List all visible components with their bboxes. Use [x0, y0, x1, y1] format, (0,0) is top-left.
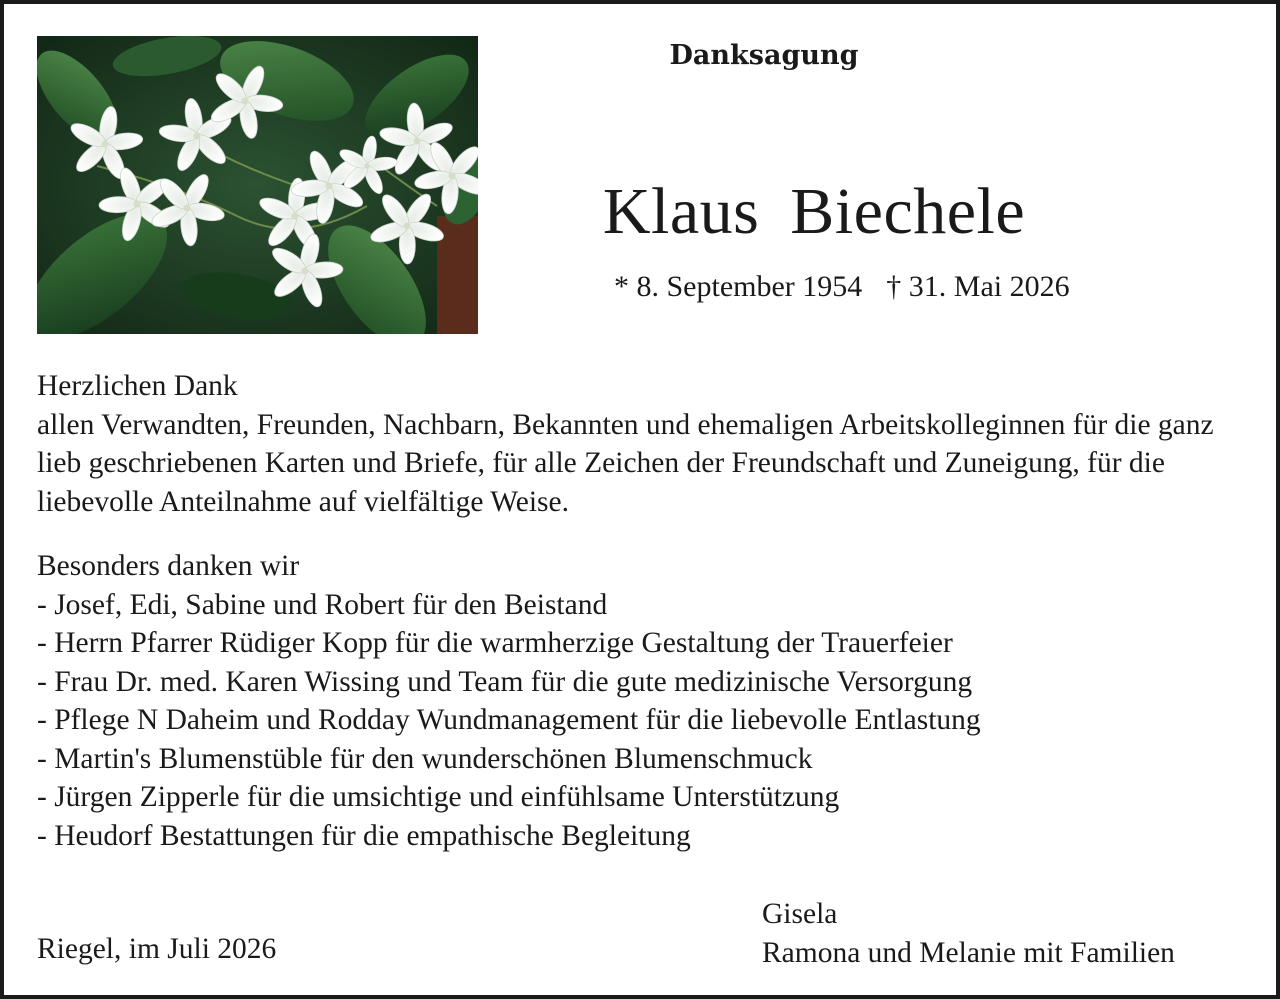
list-item: - Josef, Edi, Sabine und Robert für den Beistand: [37, 588, 608, 621]
life-dates: [614, 270, 1174, 304]
special-thanks-list: [37, 586, 1257, 856]
place-and-date: Riegel, im Juli 2026: [37, 933, 277, 965]
list-item: - Martin's Blumenstüble für den wunderschönen Blumenschmuck: [37, 742, 813, 775]
special-thanks-title: Besonders danken wir: [37, 550, 300, 582]
intro-title: Herzlichen Dank: [37, 370, 238, 402]
list-item: - Frau Dr. med. Karen Wissing und Team für die gute medizinische Versorgung: [37, 665, 973, 698]
special-thanks: [37, 547, 1257, 855]
thanks-intro: [37, 367, 1257, 521]
list-item: - Pflege N Daheim und Rodday Wundmanagement für die liebevolle Entlastung: [37, 704, 981, 736]
notice-heading: Danksagung: [669, 40, 859, 71]
birth-date: * 8. September 1954: [614, 270, 863, 303]
list-item: - Jürgen Zipperle für die umsichtige und einfühlsame Unterstützung: [37, 781, 840, 813]
white-jasmine-flowers-image: [37, 36, 478, 334]
list-item: - Herrn Pfarrer Rüdiger Kopp für die warmherzige Gestaltung der Trauerfeier: [37, 627, 953, 659]
death-date: † 31. Mai 2026: [886, 270, 1070, 303]
list-item: - Heudorf Bestattungen für die empathische Begleitung: [37, 819, 691, 852]
signer-line: Gisela: [762, 898, 838, 930]
signer-line: Ramona und Melanie mit Familien: [762, 936, 1175, 969]
flower-photo: [37, 36, 478, 334]
deceased-name: Klaus Biechele: [602, 175, 1026, 248]
signers: [762, 895, 1175, 972]
intro-text: allen Verwandten, Freunden, Nachbarn, Bekannten und ehemaligen Arbeitskolleginnen für die ganz lieb geschriebenen Karten und Briefe, für alle Zeichen der Freundschaft und Zuneigung, für die liebevolle Anteilnahme auf vielfältige Weise.: [37, 408, 1214, 518]
